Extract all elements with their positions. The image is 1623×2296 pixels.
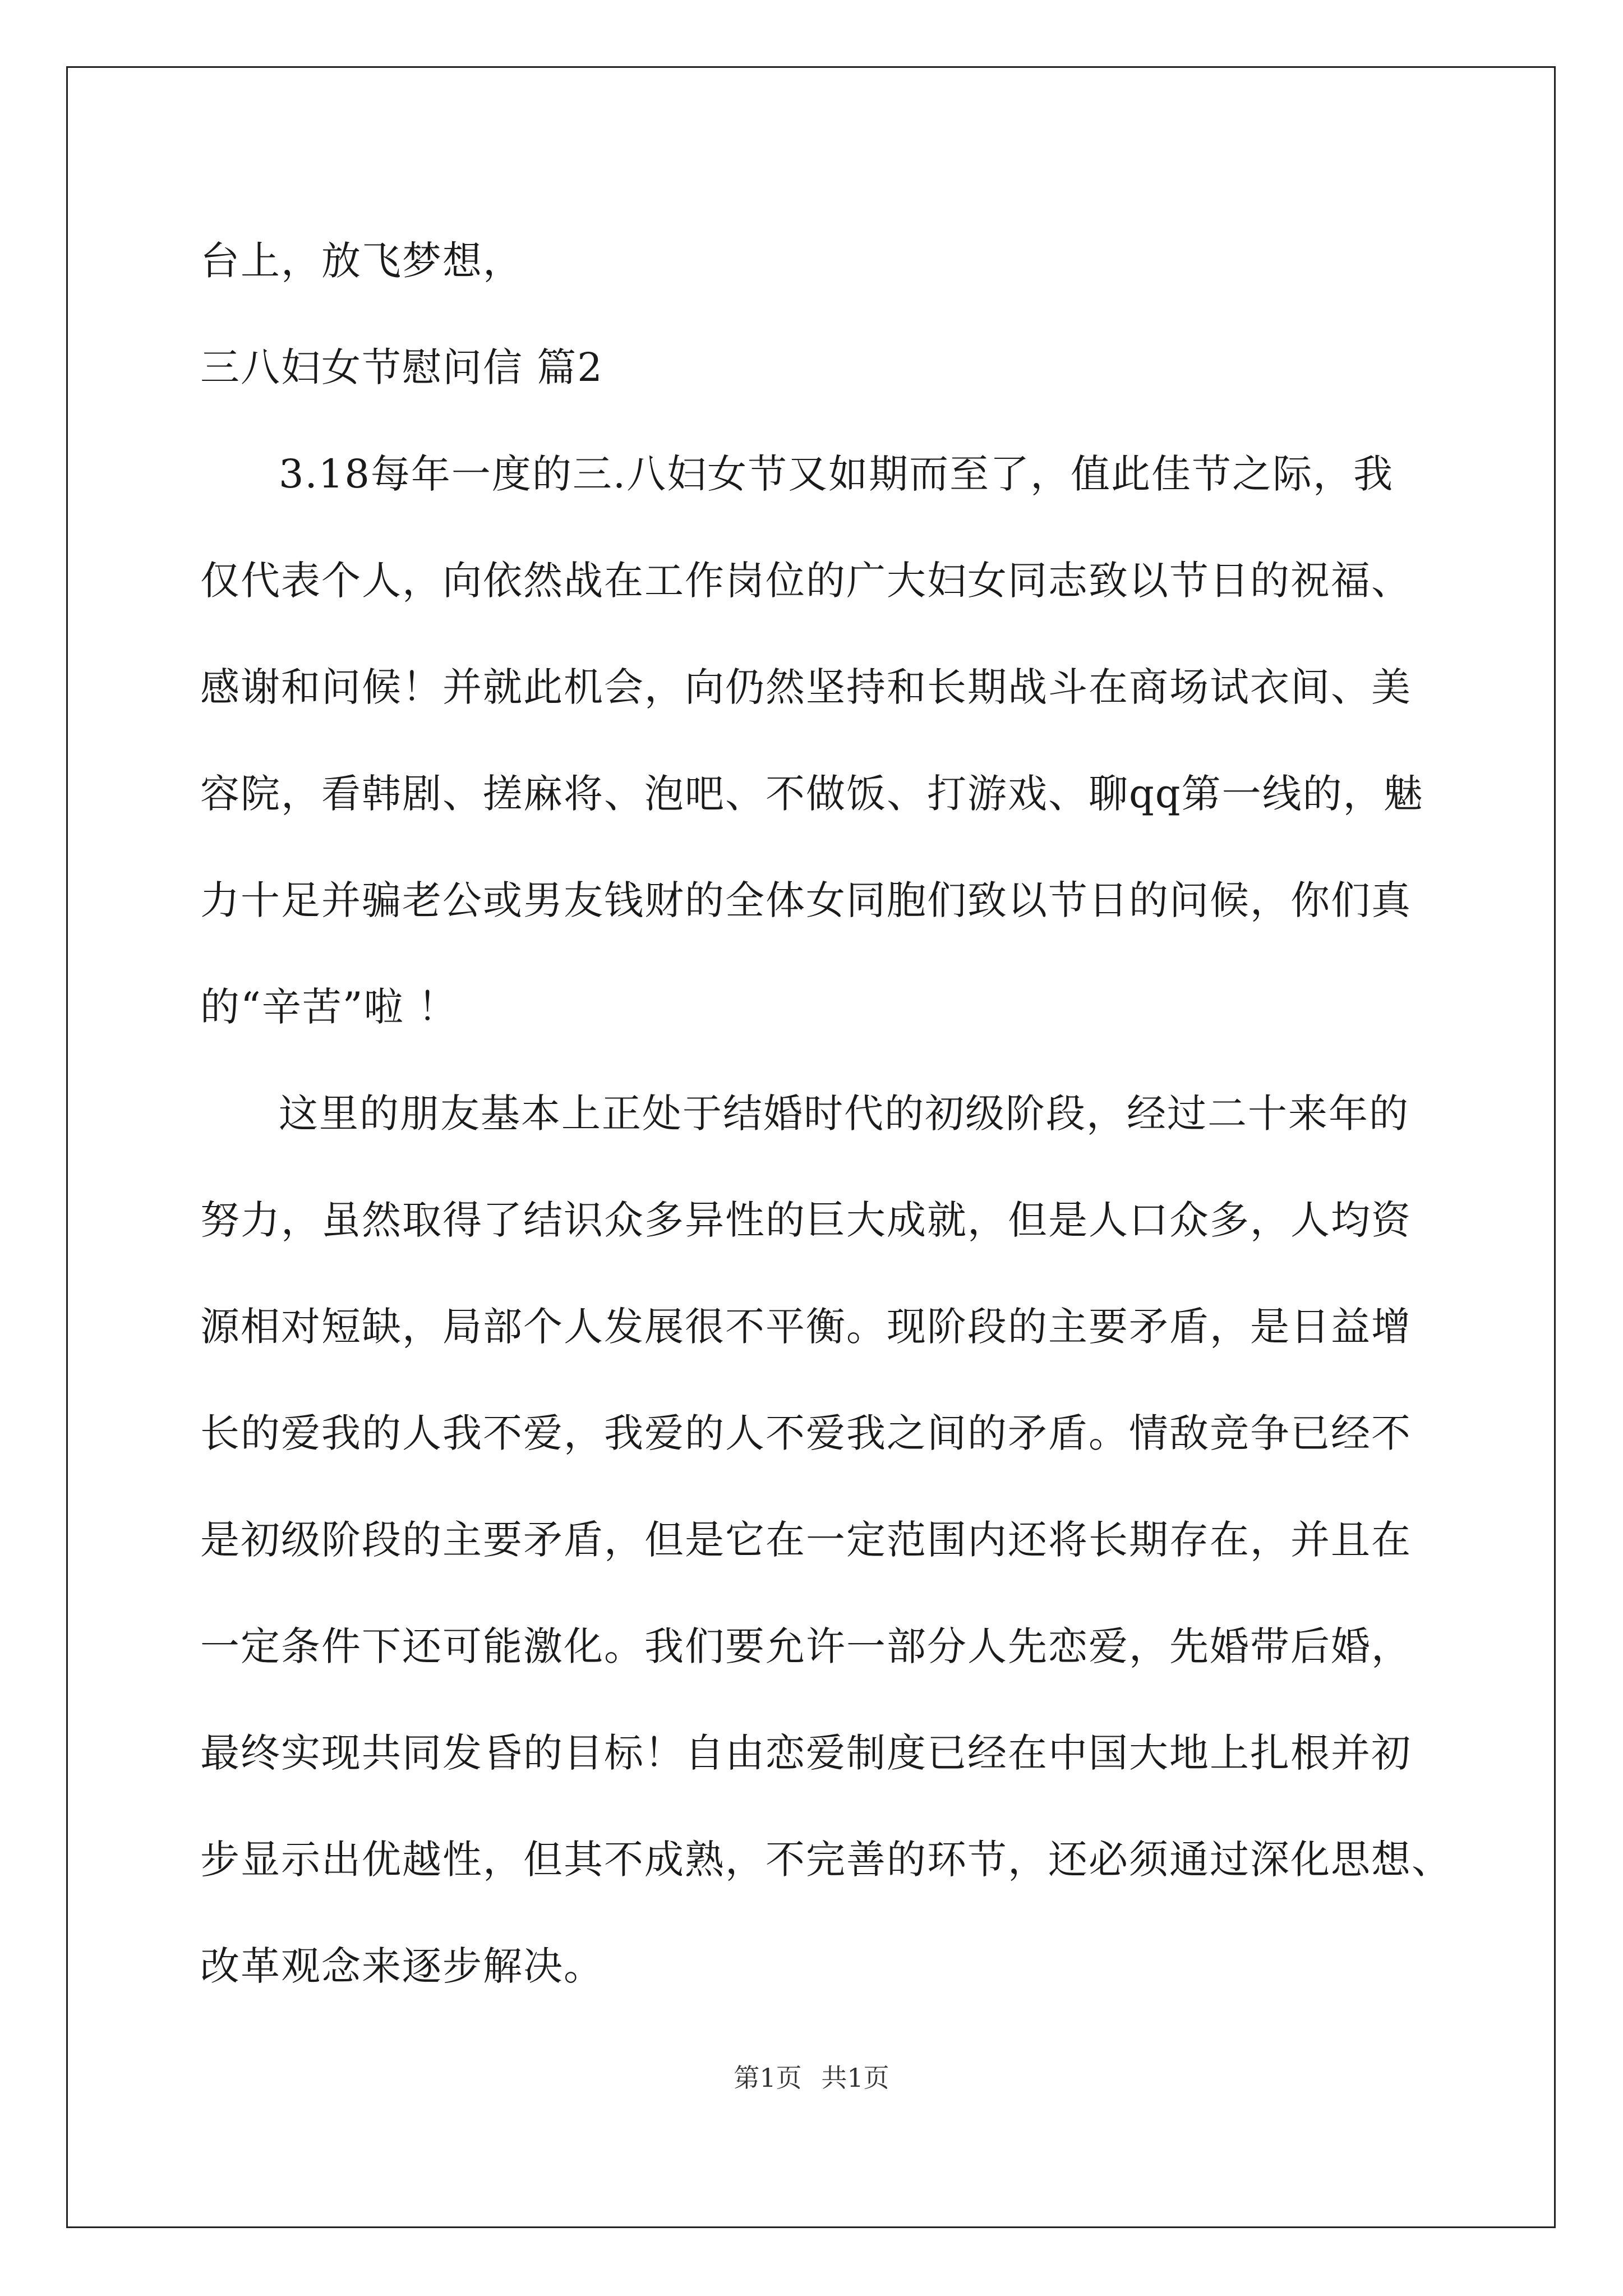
text-line: 努力，虽然取得了结识众多异性的巨大成就，但是人口众多，人均资 xyxy=(200,1197,1412,1243)
paragraph-first-line: 3.18每年一度的三.八妇女节又如期而至了，值此佳节之际，我 xyxy=(279,451,1394,497)
text-line: 容院，看韩剧、搓麻将、泡吧、不做饭、打游戏、聊qq第一线的，魅 xyxy=(200,771,1424,817)
text-line: 最终实现共同发昏的目标！自由恋爱制度已经在中国大地上扎根并初 xyxy=(200,1730,1412,1776)
paragraph-first-line: 这里的朋友基本上正处于结婚时代的初级阶段，经过二十来年的 xyxy=(279,1091,1409,1137)
text-line: 源相对短缺，局部个人发展很不平衡。现阶段的主要矛盾，是日益增 xyxy=(200,1304,1412,1350)
page-footer xyxy=(0,2058,1623,2095)
text-line: 步显示出优越性，但其不成熟，不完善的环节，还必须通过深化思想、 xyxy=(200,1837,1452,1883)
text-line: 仅代表个人，向依然战在工作岗位的广大妇女同志致以节日的祝福、 xyxy=(200,558,1412,604)
text-line: 力十足并骗老公或男友钱财的全体女同胞们致以节日的问候，你们真 xyxy=(200,877,1412,923)
page-number: 第1页 xyxy=(734,2063,802,2093)
text-line: 改革观念来逐步解决。 xyxy=(200,1943,604,1989)
text-line: 一定条件下还可能激化。我们要允许一部分人先恋爱，先婚带后婚， xyxy=(200,1623,1412,1669)
text-line: 台上，放飞梦想， xyxy=(200,238,523,284)
text-line: 的“辛苦”啦 ！ xyxy=(200,984,458,1030)
text-line: 感谢和问候！并就此机会，向仍然坚持和长期战斗在商场试衣间、美 xyxy=(200,664,1412,710)
document-body xyxy=(200,208,1462,2019)
page-total: 共1页 xyxy=(821,2063,889,2093)
section-heading: 三八妇女节慰问信 篇2 xyxy=(200,344,603,390)
text-line: 是初级阶段的主要矛盾，但是它在一定范围内还将长期存在，并且在 xyxy=(200,1517,1412,1563)
text-line: 长的爱我的人我不爱，我爱的人不爱我之间的矛盾。情敌竞争已经不 xyxy=(200,1410,1412,1456)
